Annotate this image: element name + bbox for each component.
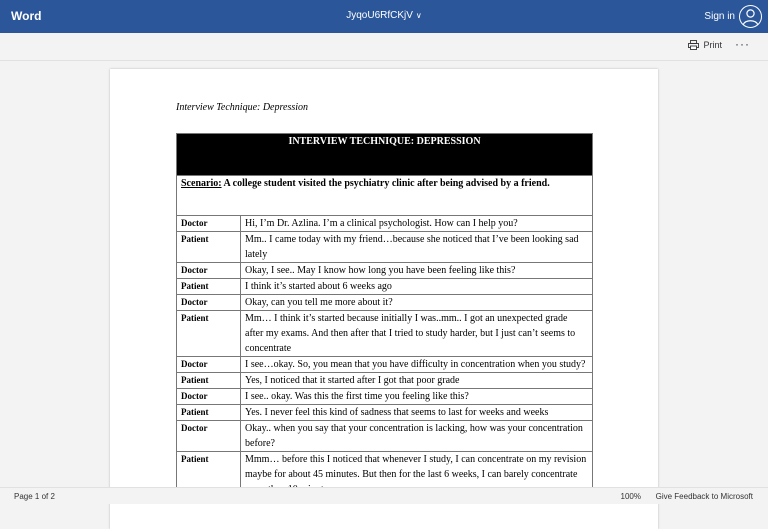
utterance-cell: Okay, can you tell me more about it? [241,295,593,311]
user-avatar-icon[interactable] [739,5,762,28]
dialogue-row [177,232,593,263]
utterance-cell: Yes, I noticed that it started after I got that poor grade [241,373,593,389]
speaker-cell: Patient [177,405,241,421]
document-canvas[interactable] [0,62,768,487]
dialogue-row [177,389,593,405]
interview-table [176,133,593,498]
speaker-cell: Patient [177,232,241,263]
utterance-cell: Okay, I see.. May I know how long you have been feeling like this? [241,263,593,279]
title-bar [0,0,768,33]
scenario-label: Scenario: [181,178,222,189]
page-count: Page 1 of 2 [14,492,55,501]
dialogue-row [177,279,593,295]
dialogue-row [177,405,593,421]
dialogue-row [177,311,593,357]
speaker-cell: Patient [177,373,241,389]
print-label: Print [703,40,722,50]
page-header: Interview Technique: Depression [176,102,309,113]
speaker-cell: Doctor [177,421,241,452]
utterance-cell: Mm… I think it’s started because initially I was..mm.. I got an unexpected grade after my exams. And then after that I tried to study harder, but I just can’t seems to concentrate [241,311,593,357]
table-title-row [177,134,593,176]
status-bar [0,487,768,504]
utterance-cell: Okay.. when you say that your concentration is lacking, how was your concentration before? [241,421,593,452]
document-title[interactable] [0,10,768,21]
document-title-text[interactable]: JyqoU6RfCKjV [346,10,413,21]
scenario-text: A college student visited the psychiatry clinic after being advised by a friend. [221,178,550,189]
speaker-cell: Doctor [177,263,241,279]
speaker-cell: Doctor [177,357,241,373]
utterance-cell: I see.. okay. Was this the first time you feeling like this? [241,389,593,405]
utterance-cell: Mmm… before this I noticed that whenever I study, I can concentrate on my revision maybe for about 45 minutes. But then for the last 6 weeks, I can barely concentrate [241,452,593,498]
sign-in-link[interactable]: Sign in [704,11,735,22]
scenario-cell [177,176,593,216]
speaker-cell: Patient [177,311,241,357]
dialogue-row [177,373,593,389]
dialogue-row [177,357,593,373]
speaker-cell: Doctor [177,389,241,405]
app-name[interactable]: Word [11,9,42,23]
scenario-row [177,176,593,216]
dialogue-row [177,295,593,311]
utterance-cell: I think it’s started about 6 weeks ago [241,279,593,295]
utterance-cell: I see…okay. So, you mean that you have difficulty in concentration when you study? [241,357,593,373]
dialogue-row [177,263,593,279]
printer-icon [688,40,699,50]
document-page [110,69,658,529]
speaker-cell: Doctor [177,216,241,232]
dialogue-row [177,421,593,452]
speaker-cell: Patient [177,452,241,498]
chevron-down-icon[interactable]: ∨ [415,11,422,20]
utterance-cell: Yes. I never feel this kind of sadness that seems to last for weeks and weeks [241,405,593,421]
feedback-link[interactable]: Give Feedback to Microsoft [655,492,753,501]
utterance-cell: Mm.. I came today with my friend…because she noticed that I’ve been looking sad lately [241,232,593,263]
more-options-button[interactable]: ··· [735,37,750,51]
zoom-level[interactable]: 100% [620,492,641,501]
dialogue-row [177,216,593,232]
speaker-cell: Doctor [177,295,241,311]
toolbar [0,33,768,61]
utterance-cell: Hi, I’m Dr. Azlina. I’m a clinical psychologist. How can I help you? [241,216,593,232]
table-title: INTERVIEW TECHNIQUE: DEPRESSION [177,134,593,176]
print-button[interactable] [688,40,722,50]
speaker-cell: Patient [177,279,241,295]
